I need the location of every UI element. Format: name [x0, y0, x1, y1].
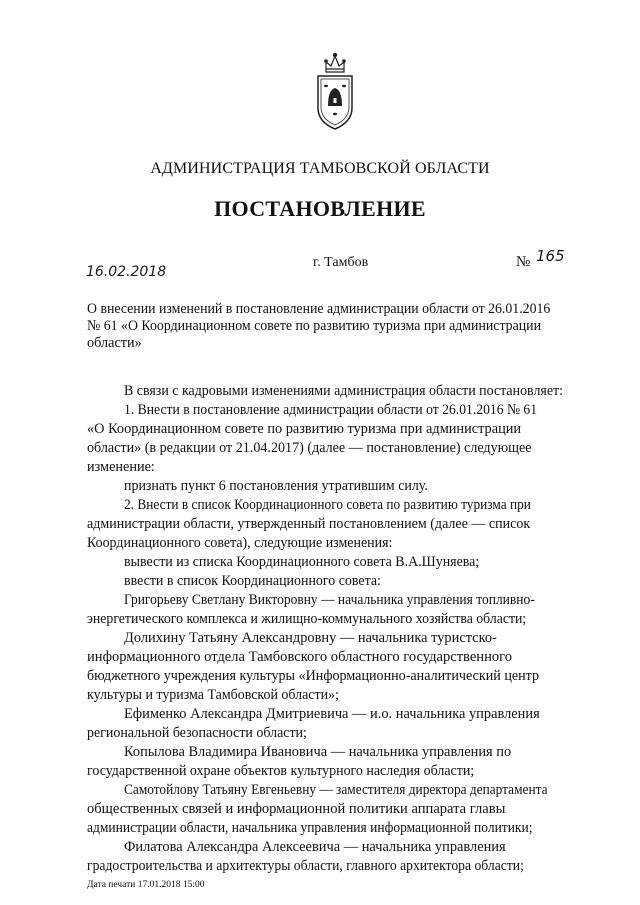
body-line: государственной охране объектов культурного наследия области;: [87, 763, 475, 779]
body-line: региональной безопасности области;: [87, 725, 307, 741]
body-line: Координационного совета), следующие изменения:: [87, 535, 393, 551]
body-line: Долихину Татьяну Александровну — начальника туристско-: [124, 630, 497, 646]
city: г. Тамбов: [313, 255, 369, 270]
authority-name: АДМИНИСТРАЦИЯ ТАМБОВСКОЙ ОБЛАСТИ: [150, 160, 490, 177]
body-line: информационного отдела Тамбовского областного государственного: [87, 649, 513, 665]
body-line: общественных связей и информационной политики аппарата главы: [87, 801, 506, 817]
title-line: О внесении изменений в постановление администрации области от 26.01.2016: [87, 301, 551, 317]
document-type: ПОСТАНОВЛЕНИЕ: [214, 196, 426, 221]
body-line: Копылова Владимира Ивановича — начальника управления по: [124, 744, 512, 760]
body-line: «О Координационном совете по развитию туризма при администрации: [87, 421, 522, 437]
coat-of-arms-icon: [312, 50, 358, 134]
title-line: области»: [87, 335, 142, 351]
body-line: области» (в редакции от 21.04.2017) (далее — постановление) следующее: [87, 440, 532, 456]
body-line: энергетического комплекса и жилищно-коммунального хозяйства области;: [87, 611, 527, 627]
document-date: 16.02.2018: [86, 264, 167, 280]
body-line: изменение:: [87, 459, 155, 475]
body-line: ввести в список Координационного совета:: [124, 573, 381, 589]
body-line: Филатова Александра Алексеевича — начальника управления: [124, 839, 506, 855]
body-line: Ефименко Александра Дмитриевича — и.о. начальника управления: [124, 706, 540, 722]
body-line: признать пункт 6 постановления утратившим силу.: [124, 478, 428, 494]
title-line: № 61 «О Координационном совете по развитию туризма при администрации: [87, 318, 542, 334]
print-date: Дата печати 17.01.2018 15:00: [87, 880, 205, 890]
body-line: вывести из списка Координационного совета В.А.Шуняева;: [124, 554, 480, 570]
body-line: В связи с кадровыми изменениями администрация области постановляет:: [124, 383, 563, 399]
body-line: Григорьеву Светлану Викторовну — начальника управления топливно-: [124, 592, 535, 608]
body-line: 2. Внести в список Координационного совета по развитию туризма при: [124, 497, 531, 513]
document-number: 165: [536, 247, 565, 265]
body-line: администрации области, утвержденный постановлением (далее — список: [87, 516, 531, 532]
number-label: №: [516, 254, 531, 270]
body-line: 1. Внести в постановление администрации области от 26.01.2016 № 61: [124, 402, 538, 418]
body-line: бюджетного учреждения культуры «Информационно-аналитический центр: [87, 668, 540, 684]
body-line: администрации области, начальника управления информационной политики;: [87, 820, 533, 836]
body-line: Самотойлову Татьяну Евгеньевну — заместителя директора департамента: [124, 782, 548, 798]
body-line: градостроительства и архитектуры области, главного архитектора области;: [87, 858, 524, 874]
body-line: культуры и туризма Тамбовской области»;: [87, 687, 339, 703]
